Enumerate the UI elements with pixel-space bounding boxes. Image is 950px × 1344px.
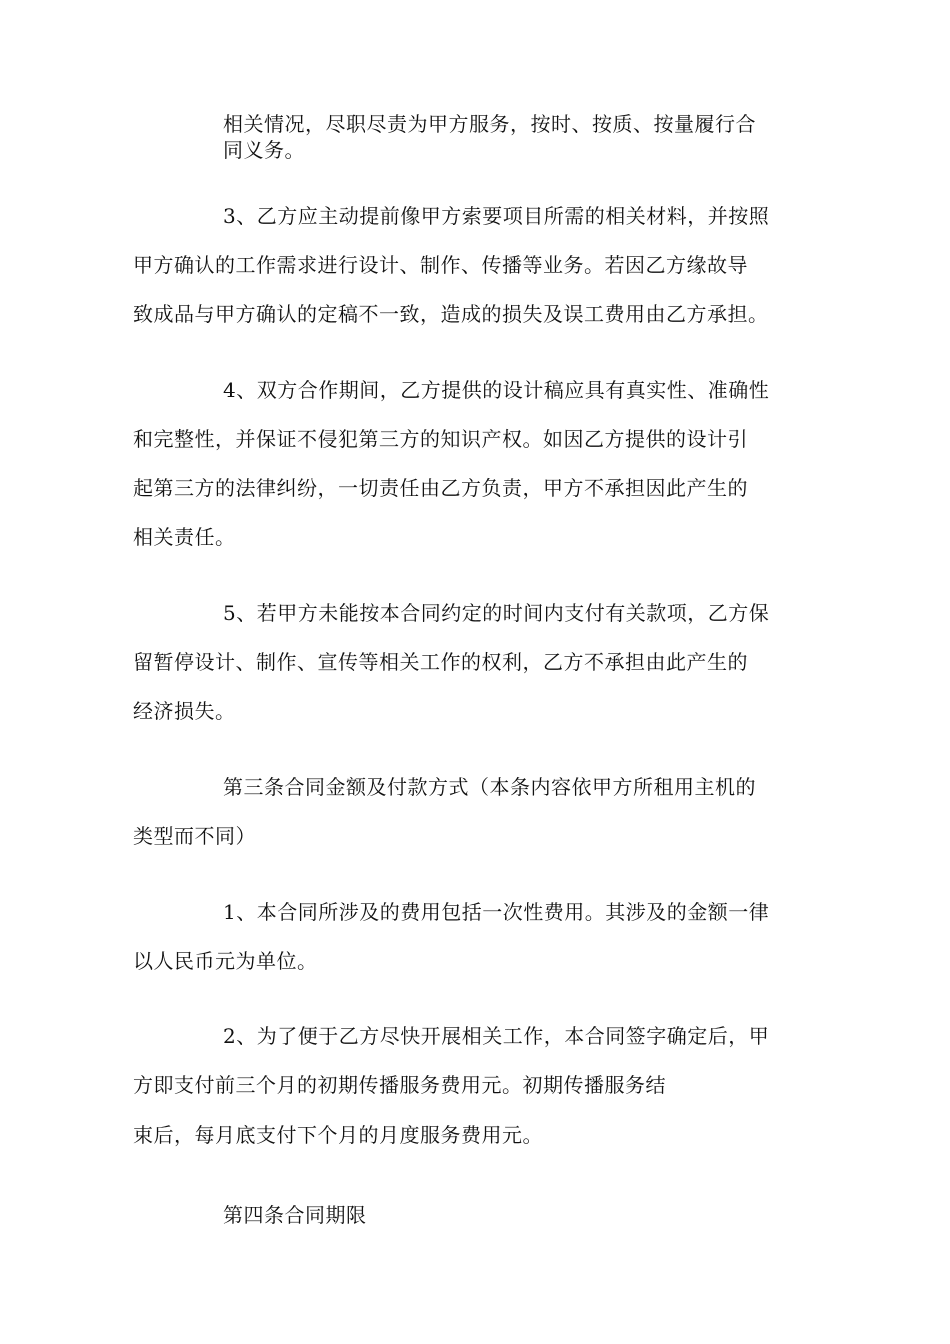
section-heading: 第四条合同期限 [223,1203,367,1227]
paragraph-5-line: 经济损失。 [133,699,236,723]
paragraph-4-line: 4、双方合作期间，乙方提供的设计稿应具有真实性、准确性 [223,378,770,402]
text-line: 相关情况，尽职尽责为甲方服务，按时、按质、按量履行合 [223,112,756,136]
paragraph-5-line: 5、若甲方未能按本合同约定的时间内支付有关款项，乙方保 [223,601,770,625]
section-heading-continued: 类型而不同） [133,824,256,848]
paragraph-3-line: 致成品与甲方确认的定稿不一致，造成的损失及误工费用由乙方承担。 [133,302,769,326]
paragraph-4-line: 相关责任。 [133,525,236,549]
text-line: 同义务。 [223,138,305,162]
clause-1-line: 1、本合同所涉及的费用包括一次性费用。其涉及的金额一律 [223,900,770,924]
clause-2-line: 束后，每月底支付下个月的月度服务费用元。 [133,1123,543,1147]
paragraph-3-line: 3、乙方应主动提前像甲方索要项目所需的相关材料，并按照 [223,204,770,228]
paragraph-3-line: 甲方确认的工作需求进行设计、制作、传播等业务。若因乙方缘故导 [133,253,748,277]
clause-2-line: 2、为了便于乙方尽快开展相关工作，本合同签字确定后，甲 [223,1024,770,1048]
paragraph-4-line: 和完整性，并保证不侵犯第三方的知识产权。如因乙方提供的设计引 [133,427,748,451]
clause-1-line: 以人民币元为单位。 [133,949,318,973]
paragraph-4-line: 起第三方的法律纠纷，一切责任由乙方负责，甲方不承担因此产生的 [133,476,748,500]
clause-2-line: 方即支付前三个月的初期传播服务费用元。初期传播服务结 [133,1073,666,1097]
section-heading: 第三条合同金额及付款方式（本条内容依甲方所租用主机的 [223,775,756,799]
paragraph-5-line: 留暂停设计、制作、宣传等相关工作的权利，乙方不承担由此产生的 [133,650,748,674]
